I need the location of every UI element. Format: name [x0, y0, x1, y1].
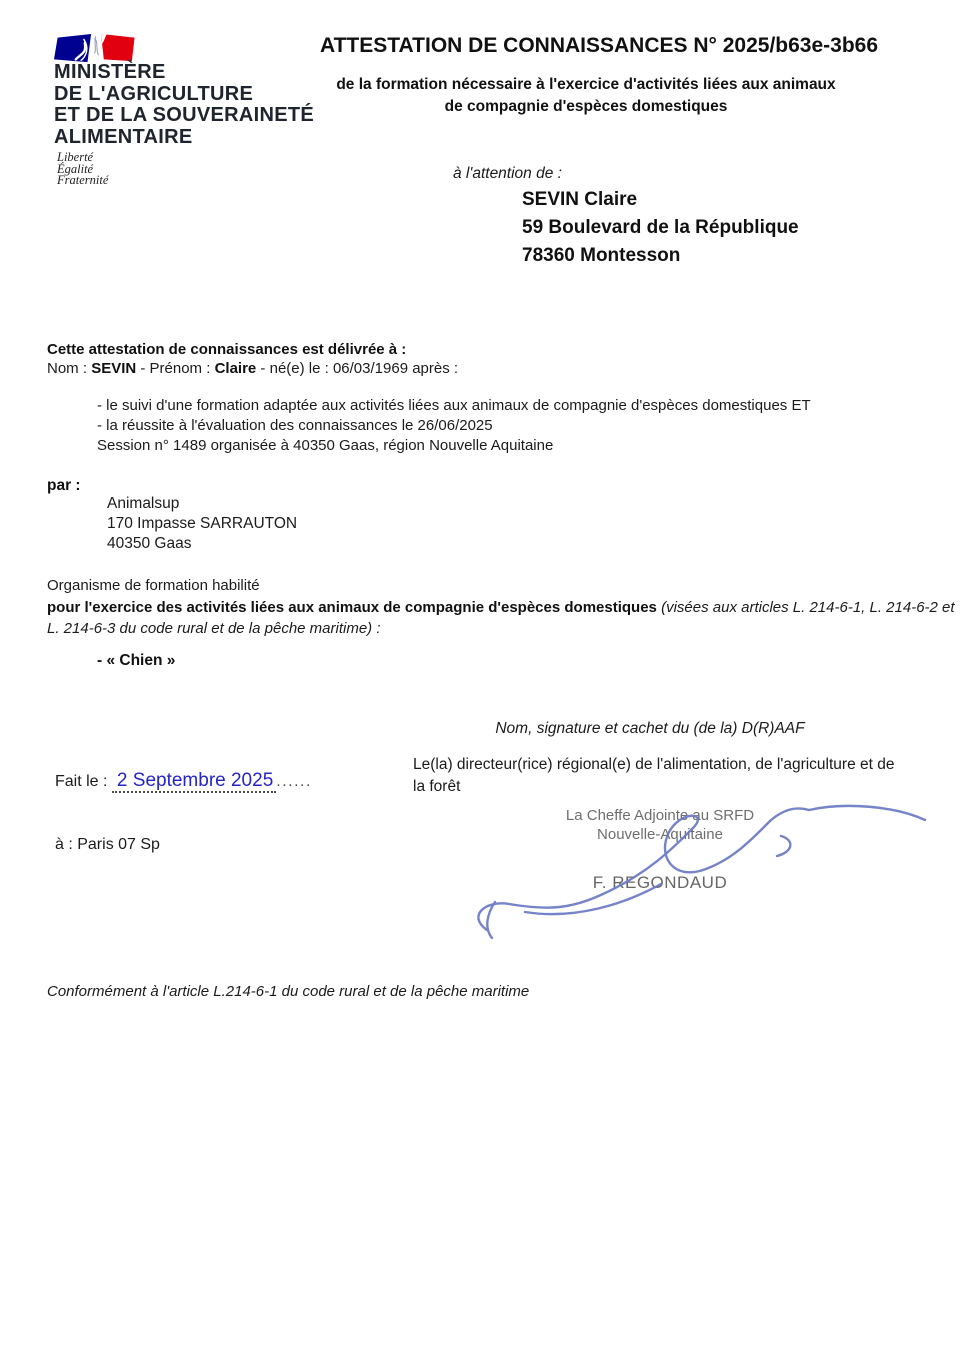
par-label: par : [47, 477, 81, 494]
conditions-list [97, 396, 811, 456]
director-title: Le(la) directeur(rice) régional(e) de l'alimentation, de l'agriculture et de la forêt [413, 756, 895, 795]
dotted-leader: ...... [276, 773, 312, 790]
ministry-line: ET DE LA SOUVERAINETÉ [54, 104, 315, 126]
habilitation-bold-text: pour l'exercice des activités liées aux animaux de compagnie d'espèces domestiques [47, 598, 657, 616]
habilitation-paragraph [47, 575, 959, 640]
condition-item: - la réussite à l'évaluation des connaissances le 26/06/2025 [97, 417, 493, 434]
signature-caption: Nom, signature et cachet du (de la) D(R)AAF [495, 720, 805, 737]
identity-line [47, 360, 458, 377]
recipient-name: SEVIN Claire [522, 189, 638, 210]
habilitation-scope [47, 597, 959, 640]
recipient-address-line: 59 Boulevard de la République [522, 217, 799, 238]
training-org-address-line: 40350 Gaas [107, 535, 192, 552]
handwritten-date: 2 Septembre 2025 [112, 770, 276, 793]
ministry-name [54, 62, 314, 148]
recipient-address-line: 78360 Montesson [522, 245, 681, 266]
republic-motto [57, 152, 108, 187]
training-org-address-line: 170 Impasse SARRAUTON [107, 515, 298, 532]
ministry-line: DE L'AGRICULTURE [54, 82, 254, 105]
signer-name: F. REGONDAUD [592, 873, 728, 892]
document-subtitle: de la formation nécessaire à l'exercice d'activités liées aux animaux de compagnie d'espèces domestiques [336, 76, 836, 115]
motto-line: Égalité [57, 161, 94, 176]
species-line: - « Chien » [97, 652, 176, 669]
date-line [55, 770, 312, 792]
habilitation-legal-ref: (visées aux articles L. 214-6-1, L. 214-6-2 et L. 214-6-3 du code rural et de la pêche maritime) : [47, 598, 955, 637]
nom-value: SEVIN [91, 360, 137, 377]
document-title: ATTESTATION DE CONNAISSANCES N° 2025/b63e-3b66 [320, 34, 879, 57]
prenom-value: Claire [214, 360, 257, 377]
nom-label: Nom : [47, 360, 92, 377]
delivered-heading: Cette attestation de connaissances est délivrée à : [47, 341, 407, 358]
training-organisation-block [107, 494, 297, 554]
stamp-role-line: La Cheffe Adjointe au SRFD [565, 807, 755, 824]
fait-le-label: Fait le : [55, 773, 108, 790]
stamp-region-line: Nouvelle-Aquitaine [597, 826, 723, 843]
session-line: Session n° 1489 organisée à 40350 Gaas, région Nouvelle Aquitaine [97, 437, 554, 454]
recipient-address-block [522, 186, 799, 270]
motto-line: Liberté [57, 150, 94, 164]
habilitation-intro: Organisme de formation habilité [47, 577, 260, 594]
place-line: à : Paris 07 Sp [55, 836, 160, 853]
condition-item: - le suivi d'une formation adaptée aux activités liées aux animaux de compagnie d'espèces domestiques ET [97, 397, 811, 414]
handwritten-signature [465, 792, 945, 942]
prenom-label: - Prénom : [136, 360, 215, 377]
ministry-line: ALIMENTAIRE [54, 125, 193, 148]
birthdate-text: - né(e) le : 06/03/1969 après : [256, 360, 459, 377]
training-org-name: Animalsup [107, 495, 180, 512]
attention-label: à l'attention de : [453, 165, 562, 182]
motto-line: Fraternité [57, 173, 109, 187]
legal-note: Conformément à l'article L.214-6-1 du code rural et de la pêche maritime [47, 983, 530, 1000]
ministry-line: MINISTÈRE [54, 61, 166, 83]
